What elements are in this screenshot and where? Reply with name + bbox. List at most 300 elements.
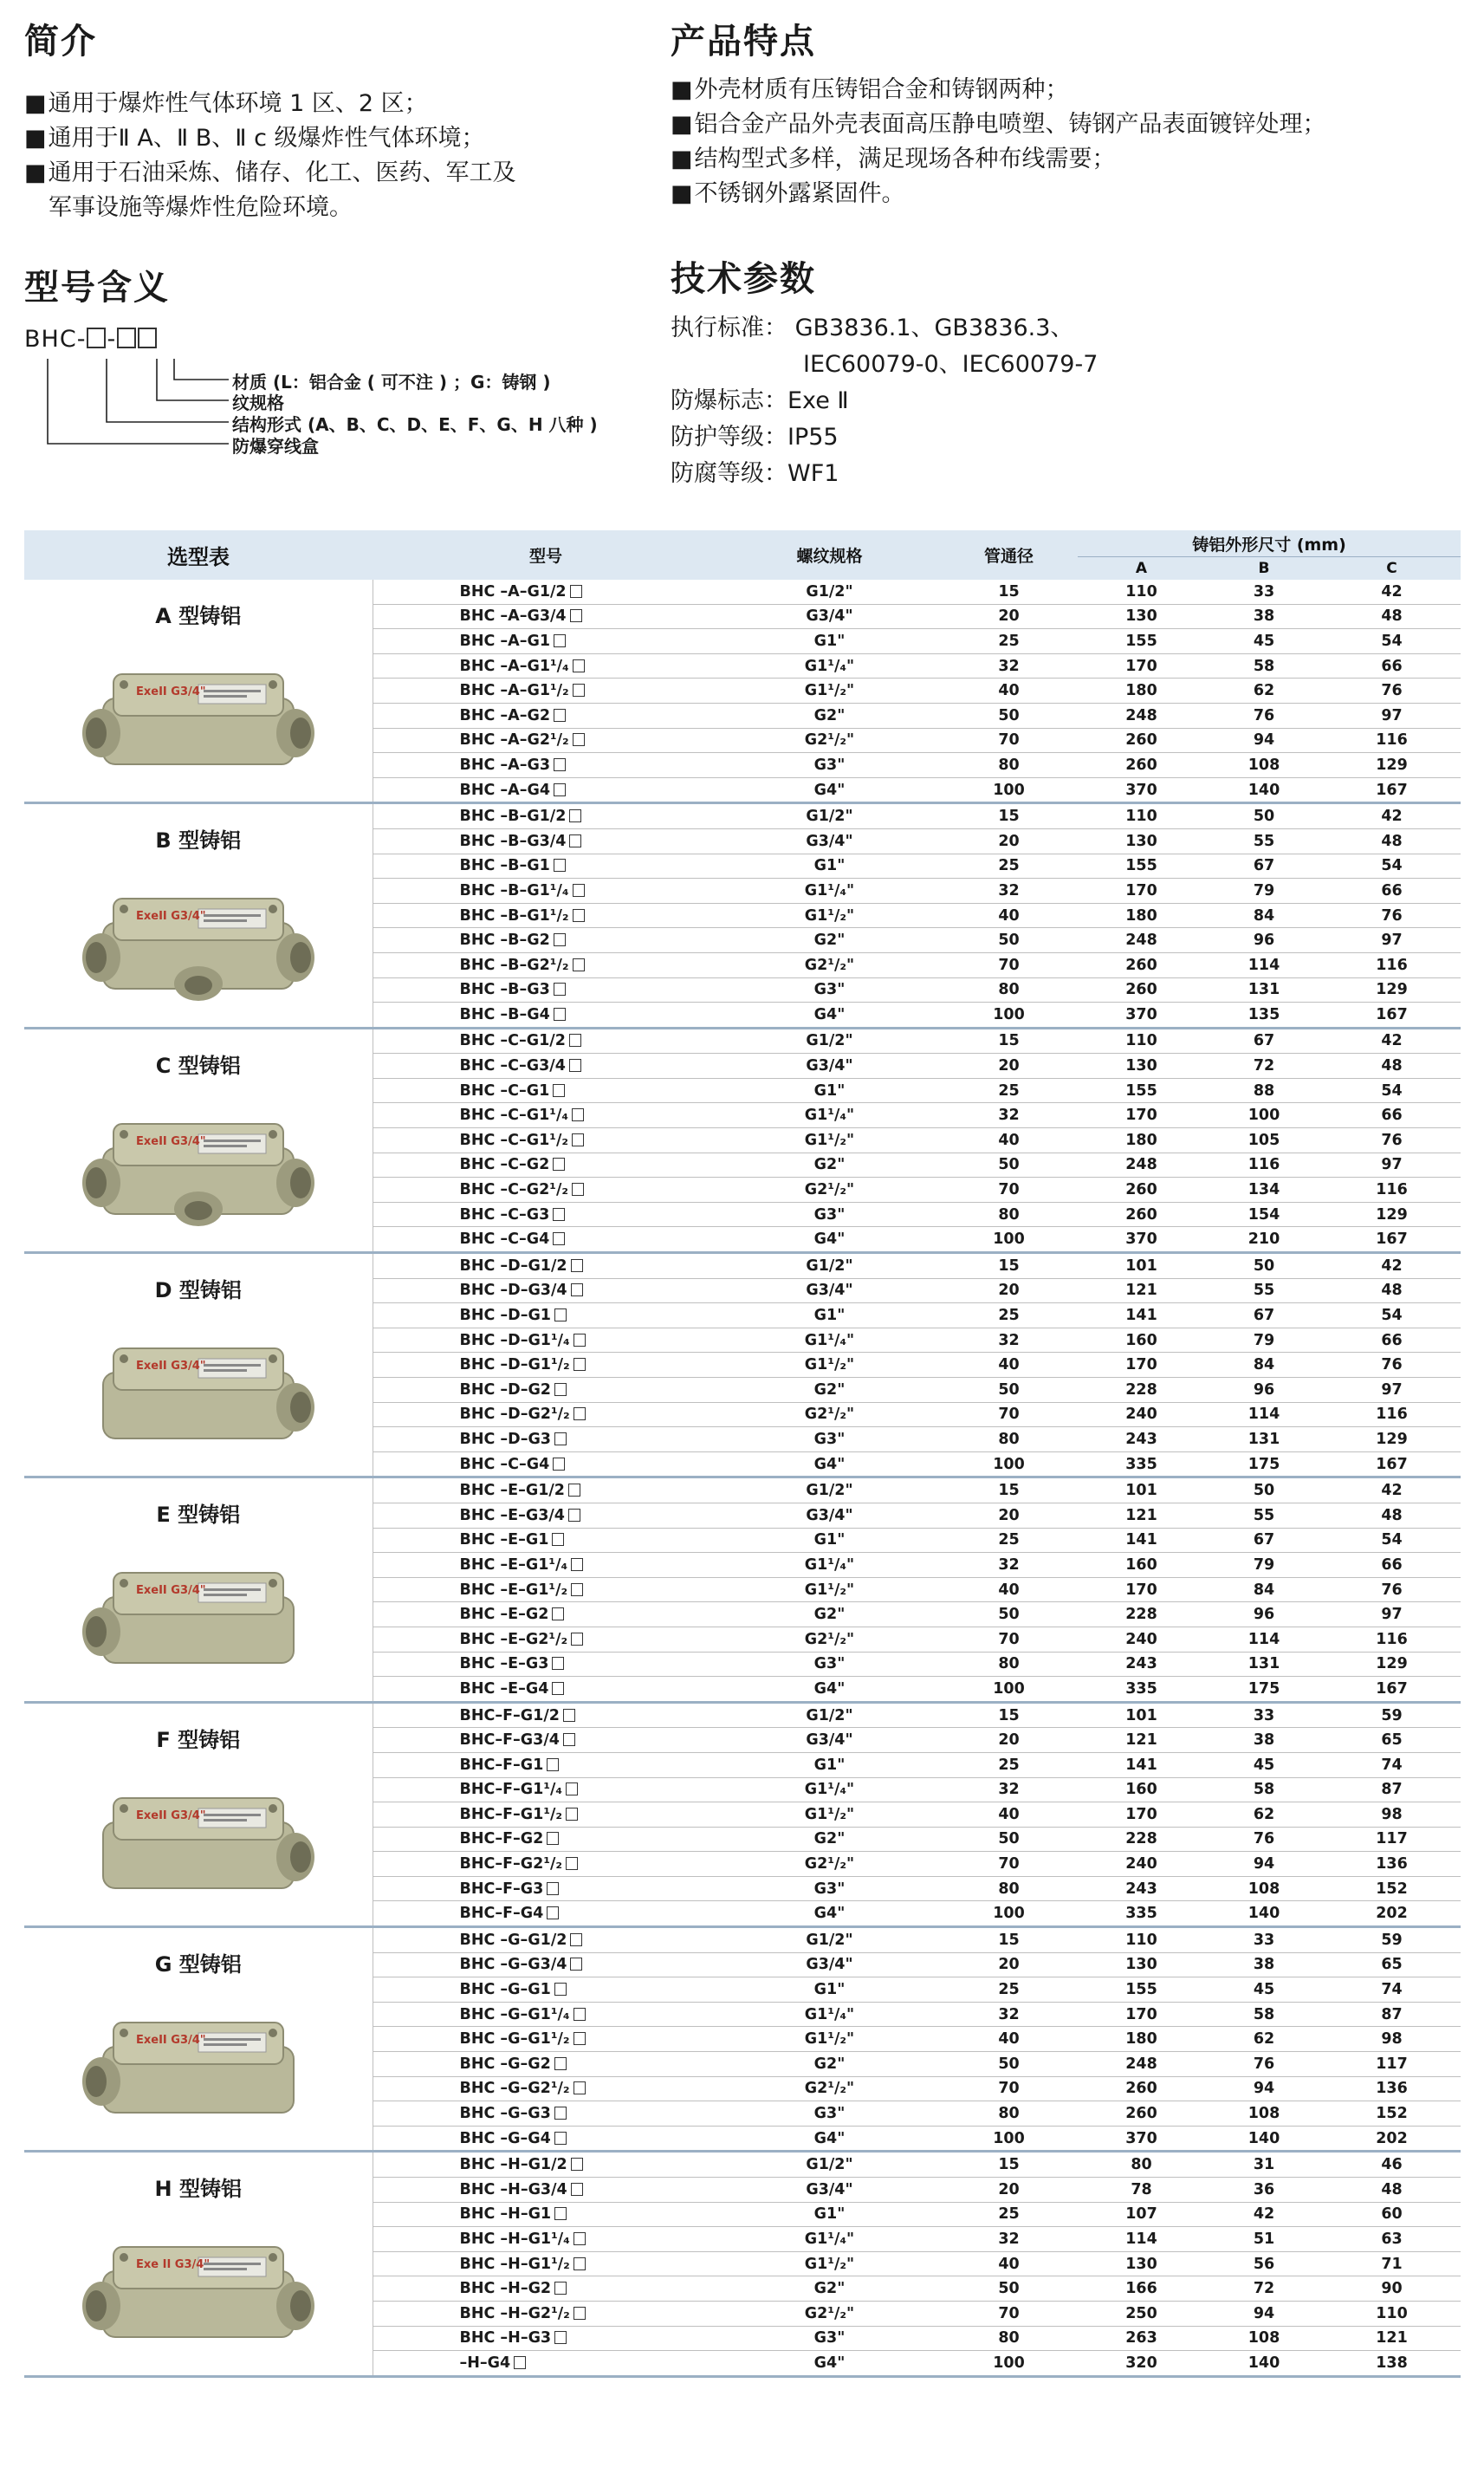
type-label: H 型铸铝: [154, 2177, 242, 2202]
thread-cell: G1¹/₂": [719, 679, 940, 704]
material-slot-box: [573, 909, 585, 922]
thread-cell: G3": [719, 2326, 940, 2351]
model-cell: [373, 753, 719, 778]
pipe-cell: 25: [940, 1528, 1078, 1553]
pipe-cell: 32: [940, 2002, 1078, 2027]
code-slot-material: [138, 328, 157, 348]
thread-cell: G3/4": [719, 1054, 940, 1079]
dim-b-cell: 131: [1205, 977, 1323, 1003]
table-row: [24, 580, 1461, 604]
thread-cell: G1¹/₄": [719, 879, 940, 904]
dim-c-cell: 116: [1323, 1627, 1461, 1652]
material-slot-box: [547, 1882, 559, 1895]
model-text: BHC –B–G1: [459, 857, 550, 875]
features-title: 产品特点: [671, 22, 816, 62]
material-slot-box: [552, 1657, 564, 1670]
material-slot-box: [571, 1283, 583, 1296]
model-text: BHC –A–G4: [459, 781, 551, 799]
thread-cell: G1¹/₄": [719, 1328, 940, 1353]
thread-cell: G4": [719, 1901, 940, 1927]
dim-b-cell: 131: [1205, 1652, 1323, 1677]
dim-a-cell: 170: [1078, 2002, 1205, 2027]
thread-cell: G1": [719, 1752, 940, 1777]
pipe-cell: 80: [940, 2101, 1078, 2127]
material-slot-box: [571, 2158, 583, 2171]
material-slot-box: [574, 1334, 586, 1347]
pipe-cell: 20: [940, 1054, 1078, 1079]
model-text: BHC –C–G2¹/₂: [459, 1181, 569, 1199]
model-text: BHC –G–G3/4: [459, 1956, 567, 1974]
dim-b-cell: 84: [1205, 1577, 1323, 1602]
tech-title: 技术参数: [671, 259, 816, 299]
pipe-cell: 100: [940, 1227, 1078, 1253]
dim-c-cell: 54: [1323, 1303, 1461, 1328]
dim-c-cell: 48: [1323, 1054, 1461, 1079]
dim-b-cell: 38: [1205, 604, 1323, 629]
thread-cell: G2¹/₂": [719, 952, 940, 977]
model-text: BHC –D–G1¹/₄: [459, 1331, 570, 1349]
model-cell: [373, 2301, 719, 2326]
model-text: BHC –E–G4: [459, 1679, 549, 1698]
model-text: BHC –E–G1/2: [459, 1482, 565, 1500]
material-slot-box: [554, 1383, 567, 1396]
type-group-cell: [24, 2152, 373, 2376]
dim-c-cell: 202: [1323, 2126, 1461, 2152]
pipe-cell: 70: [940, 1852, 1078, 1877]
thread-cell: G1": [719, 2202, 940, 2227]
pipe-cell: 100: [940, 2351, 1078, 2377]
pipe-cell: 32: [940, 2227, 1078, 2252]
model-cell: [373, 604, 719, 629]
material-slot-box: [568, 1484, 580, 1497]
model-cell: [373, 2276, 719, 2302]
dim-c-cell: 48: [1323, 2178, 1461, 2203]
model-cell: [373, 728, 719, 753]
model-cell: [373, 1402, 719, 1427]
material-slot-box: [553, 1232, 565, 1245]
material-slot-box: [554, 2107, 567, 2120]
dim-b-cell: 108: [1205, 2326, 1323, 2351]
ip-label: 防护等级：: [671, 424, 787, 451]
pipe-cell: 70: [940, 952, 1078, 977]
dim-a-cell: 155: [1078, 629, 1205, 654]
dim-a-cell: 110: [1078, 1028, 1205, 1054]
model-text: BHC –D–G2¹/₂: [459, 1406, 570, 1424]
dim-c-cell: 63: [1323, 2227, 1461, 2252]
model-text: BHC –G–G3: [459, 2105, 551, 2123]
header-dim-a: A: [1078, 557, 1205, 581]
model-cell: [373, 2202, 719, 2227]
pipe-cell: 15: [940, 1028, 1078, 1054]
code-dash: -: [107, 326, 117, 353]
material-slot-box: [574, 2032, 586, 2045]
dim-a-cell: 248: [1078, 703, 1205, 728]
table-row: [24, 1028, 1461, 1054]
dim-b-cell: 50: [1205, 803, 1323, 829]
nameplate-text: ExeII G3/4": [135, 1360, 206, 1373]
dim-a-cell: 114: [1078, 2227, 1205, 2252]
dim-a-cell: 263: [1078, 2326, 1205, 2351]
thread-cell: G3/4": [719, 1503, 940, 1528]
table-row: [24, 1253, 1461, 1279]
dim-a-cell: 130: [1078, 2251, 1205, 2276]
junction-box-photo: [68, 869, 328, 1008]
dim-b-cell: 154: [1205, 1202, 1323, 1227]
model-cell: [373, 629, 719, 654]
model-cell: [373, 1353, 719, 1378]
model-cell: [373, 1577, 719, 1602]
junction-box-photo: [68, 2218, 328, 2356]
tech-params: [671, 310, 1098, 492]
model-cell: [373, 1003, 719, 1029]
dim-b-cell: 96: [1205, 1602, 1323, 1627]
material-slot-box: [573, 884, 585, 897]
junction-box-photo: [68, 1319, 328, 1458]
dim-a-cell: 228: [1078, 1827, 1205, 1852]
thread-cell: G1/2": [719, 1702, 940, 1728]
pipe-cell: 80: [940, 753, 1078, 778]
dim-c-cell: 129: [1323, 977, 1461, 1003]
pipe-cell: 50: [940, 703, 1078, 728]
dim-b-cell: 31: [1205, 2152, 1323, 2178]
dim-c-cell: 167: [1323, 1003, 1461, 1029]
dim-b-cell: 105: [1205, 1128, 1323, 1153]
model-cell: [373, 653, 719, 679]
dim-c-cell: 76: [1323, 679, 1461, 704]
thread-cell: G1/2": [719, 1477, 940, 1503]
thread-cell: G1¹/₂": [719, 1128, 940, 1153]
model-cell: [373, 1528, 719, 1553]
material-slot-box: [554, 2132, 567, 2145]
dim-a-cell: 370: [1078, 1227, 1205, 1253]
model-text: BHC –C–G2: [459, 1156, 550, 1174]
dim-c-cell: 97: [1323, 1153, 1461, 1178]
dim-a-cell: 170: [1078, 1802, 1205, 1828]
model-cell: [373, 854, 719, 879]
dim-b-cell: 51: [1205, 2227, 1323, 2252]
dim-a-cell: 335: [1078, 1451, 1205, 1477]
dim-a-cell: 170: [1078, 1353, 1205, 1378]
dim-a-cell: 141: [1078, 1752, 1205, 1777]
thread-cell: G1¹/₂": [719, 903, 940, 928]
model-text: BHC –C–G4: [459, 1231, 550, 1249]
type-label: B 型铸铝: [155, 828, 242, 854]
thread-cell: G3": [719, 1202, 940, 1227]
dim-c-cell: 117: [1323, 1827, 1461, 1852]
feature-bullet: ■ 铝合金产品外壳表面高压静电喷塑、铸钢产品表面镀锌处理；: [671, 107, 1326, 142]
material-slot-box: [552, 1533, 564, 1546]
dim-a-cell: 110: [1078, 803, 1205, 829]
dim-a-cell: 260: [1078, 753, 1205, 778]
model-cell: [373, 1328, 719, 1353]
dim-a-cell: 130: [1078, 828, 1205, 854]
dim-c-cell: 87: [1323, 2002, 1461, 2027]
model-text: BHC –C–G3/4: [459, 1057, 566, 1075]
dim-c-cell: 98: [1323, 1802, 1461, 1828]
model-text: BHC–F–G2: [459, 1830, 544, 1848]
thread-cell: G4": [719, 777, 940, 803]
material-slot-box: [574, 1358, 586, 1371]
dim-a-cell: 243: [1078, 1876, 1205, 1901]
dim-c-cell: 74: [1323, 1752, 1461, 1777]
material-slot-box: [571, 1583, 583, 1596]
dim-b-cell: 76: [1205, 1827, 1323, 1852]
thread-cell: G1¹/₄": [719, 1777, 940, 1802]
material-slot-box: [572, 1108, 584, 1121]
dim-a-cell: 250: [1078, 2301, 1205, 2326]
model-text: BHC –G–G1/2: [459, 1931, 567, 1949]
type-group-cell: [24, 580, 373, 803]
dim-c-cell: 116: [1323, 1402, 1461, 1427]
dim-c-cell: 152: [1323, 1876, 1461, 1901]
dim-a-cell: 260: [1078, 728, 1205, 753]
dim-a-cell: 101: [1078, 1477, 1205, 1503]
dim-a-cell: 121: [1078, 1503, 1205, 1528]
model-cell: [373, 1054, 719, 1079]
dim-c-cell: 87: [1323, 1777, 1461, 1802]
thread-cell: G1": [719, 1977, 940, 2003]
dim-b-cell: 38: [1205, 1952, 1323, 1977]
corrosion-value: WF1: [787, 460, 839, 487]
dim-b-cell: 131: [1205, 1427, 1323, 1452]
material-slot-box: [573, 659, 585, 672]
model-cell: [373, 928, 719, 953]
thread-cell: G3": [719, 1876, 940, 1901]
dim-c-cell: 116: [1323, 952, 1461, 977]
exmark-label: 防爆标志：: [671, 387, 787, 414]
model-text: BHC –D–G3/4: [459, 1282, 567, 1300]
dim-c-cell: 74: [1323, 1977, 1461, 2003]
dim-b-cell: 79: [1205, 1553, 1323, 1578]
table-row: [24, 803, 1461, 829]
pipe-cell: 40: [940, 679, 1078, 704]
dim-a-cell: 370: [1078, 1003, 1205, 1029]
material-slot-box: [553, 1158, 565, 1171]
thread-cell: G4": [719, 2351, 940, 2377]
model-cell: [373, 2326, 719, 2351]
material-slot-box: [514, 2356, 526, 2369]
material-slot-box: [570, 585, 582, 598]
dim-c-cell: 48: [1323, 1278, 1461, 1303]
dim-c-cell: 129: [1323, 1427, 1461, 1452]
type-group-cell: [24, 1253, 373, 1477]
model-text: BHC –G–G1¹/₂: [459, 2030, 570, 2049]
features-bullets: [671, 73, 1326, 211]
model-text: BHC–F–G1: [459, 1756, 544, 1774]
dim-c-cell: 66: [1323, 1553, 1461, 1578]
dim-c-cell: 66: [1323, 1103, 1461, 1128]
thread-cell: G1/2": [719, 580, 940, 604]
intro-bullet: ■ 通用于石油采炼、储存、化工、医药、军工及: [24, 156, 516, 191]
pipe-cell: 15: [940, 1927, 1078, 1953]
dim-c-cell: 66: [1323, 1328, 1461, 1353]
dim-b-cell: 50: [1205, 1253, 1323, 1279]
pipe-cell: 40: [940, 1128, 1078, 1153]
material-slot-box: [573, 684, 585, 697]
dim-a-cell: 101: [1078, 1253, 1205, 1279]
thread-cell: G1/2": [719, 1927, 940, 1953]
dim-c-cell: 42: [1323, 1028, 1461, 1054]
model-cell: [373, 1128, 719, 1153]
model-text: BHC –A–G1¹/₄: [459, 657, 569, 675]
dim-b-cell: 84: [1205, 903, 1323, 928]
model-text: BHC –A–G2: [459, 706, 551, 724]
model-cell: [373, 1178, 719, 1203]
material-slot-box: [566, 1782, 578, 1795]
pipe-cell: 25: [940, 629, 1078, 654]
thread-cell: G2¹/₂": [719, 1852, 940, 1877]
dim-a-cell: 141: [1078, 1528, 1205, 1553]
model-cell: [373, 1503, 719, 1528]
dim-b-cell: 62: [1205, 679, 1323, 704]
thread-cell: G4": [719, 1003, 940, 1029]
dim-c-cell: 202: [1323, 1901, 1461, 1927]
model-text: BHC –B–G3: [459, 981, 550, 999]
thread-cell: G3": [719, 753, 940, 778]
exmark-value: Exe Ⅱ: [787, 387, 849, 414]
material-slot-box: [547, 1906, 559, 1919]
model-cell: [373, 1802, 719, 1828]
model-cell: [373, 1952, 719, 1977]
thread-cell: G3": [719, 977, 940, 1003]
thread-cell: G1¹/₂": [719, 2027, 940, 2052]
type-group-cell: [24, 1702, 373, 1926]
dim-a-cell: 370: [1078, 777, 1205, 803]
pipe-cell: 70: [940, 1402, 1078, 1427]
legend-box: 防爆穿线盒: [232, 436, 319, 457]
thread-cell: G1¹/₄": [719, 2002, 940, 2027]
material-slot-box: [554, 758, 566, 771]
pipe-cell: 32: [940, 879, 1078, 904]
pipe-cell: 80: [940, 1427, 1078, 1452]
dim-c-cell: 167: [1323, 777, 1461, 803]
thread-cell: G1/2": [719, 1028, 940, 1054]
nameplate-text: ExeII G3/4": [135, 910, 206, 924]
pipe-cell: 50: [940, 1602, 1078, 1627]
thread-cell: G1¹/₂": [719, 2251, 940, 2276]
dim-b-cell: 135: [1205, 1003, 1323, 1029]
model-text: BHC –E–G2: [459, 1606, 549, 1624]
material-slot-box: [553, 1084, 565, 1097]
dim-a-cell: 166: [1078, 2276, 1205, 2302]
thread-cell: G3/4": [719, 2178, 940, 2203]
intro-continuation: 军事设施等爆炸性危险环境。: [49, 194, 353, 221]
model-text: BHC –A–G3/4: [459, 607, 567, 626]
model-text: BHC –H–G3/4: [459, 2180, 567, 2198]
pipe-cell: 100: [940, 777, 1078, 803]
dim-b-cell: 67: [1205, 854, 1323, 879]
junction-box-photo: [68, 1769, 328, 1907]
type-label: E 型铸铝: [156, 1503, 241, 1528]
dim-c-cell: 167: [1323, 1227, 1461, 1253]
material-slot-box: [569, 1034, 581, 1047]
model-text: BHC –E–G1¹/₄: [459, 1555, 568, 1574]
header-dim-b: B: [1205, 557, 1323, 581]
material-slot-box: [571, 1259, 583, 1272]
model-text: BHC–F–G3: [459, 1880, 544, 1898]
model-text: BHC –B–G2: [459, 932, 550, 950]
dim-a-cell: 170: [1078, 879, 1205, 904]
model-cell: [373, 1378, 719, 1403]
dim-b-cell: 58: [1205, 1777, 1323, 1802]
dim-b-cell: 38: [1205, 1728, 1323, 1753]
dim-c-cell: 136: [1323, 2076, 1461, 2101]
model-text: BHC –G–G2¹/₂: [459, 2080, 570, 2098]
dim-a-cell: 107: [1078, 2202, 1205, 2227]
model-cell: [373, 1153, 719, 1178]
model-text: BHC–F–G1¹/₄: [459, 1781, 563, 1799]
model-cell: [373, 1602, 719, 1627]
dim-a-cell: 155: [1078, 854, 1205, 879]
model-text: BHC –G–G4: [459, 2129, 551, 2147]
pipe-cell: 50: [940, 1378, 1078, 1403]
model-cell: [373, 1477, 719, 1503]
model-text: BHC –D–G1/2: [459, 1256, 567, 1275]
model-cell: [373, 679, 719, 704]
dim-b-cell: 108: [1205, 2101, 1323, 2127]
model-cell: [373, 903, 719, 928]
pipe-cell: 50: [940, 1827, 1078, 1852]
pipe-cell: 15: [940, 2152, 1078, 2178]
pipe-cell: 32: [940, 1328, 1078, 1353]
model-cell: [373, 1303, 719, 1328]
table-row: [24, 2152, 1461, 2178]
dim-c-cell: 46: [1323, 2152, 1461, 2178]
thread-cell: G2": [719, 2052, 940, 2077]
model-cell: [373, 1253, 719, 1279]
model-text: BHC –C–G1: [459, 1081, 550, 1100]
thread-cell: G2": [719, 1378, 940, 1403]
dim-b-cell: 116: [1205, 1153, 1323, 1178]
model-text: BHC –H–G1¹/₄: [459, 2230, 570, 2248]
model-cell: [373, 1028, 719, 1054]
thread-cell: G3": [719, 1652, 940, 1677]
intro-title: 简介: [24, 22, 97, 62]
dim-b-cell: 134: [1205, 1178, 1323, 1203]
pipe-cell: 20: [940, 1503, 1078, 1528]
dim-c-cell: 76: [1323, 903, 1461, 928]
pipe-cell: 40: [940, 903, 1078, 928]
model-cell: [373, 2152, 719, 2178]
material-slot-box: [570, 1958, 582, 1971]
dim-a-cell: 170: [1078, 1577, 1205, 1602]
model-text: BHC –E–G1: [459, 1531, 549, 1549]
dim-c-cell: 138: [1323, 2351, 1461, 2377]
material-slot-box: [553, 1208, 565, 1221]
model-text: BHC –C–G1/2: [459, 1032, 566, 1050]
material-slot-box: [554, 1432, 567, 1445]
dim-b-cell: 72: [1205, 2276, 1323, 2302]
dim-b-cell: 108: [1205, 1876, 1323, 1901]
material-slot-box: [574, 2232, 586, 2245]
header-dims: 铸铝外形尺寸 (mm): [1078, 530, 1461, 557]
model-cell: [373, 2126, 719, 2152]
nameplate-text: ExeII G3/4": [135, 2034, 206, 2048]
model-cell: [373, 1202, 719, 1227]
dim-c-cell: 129: [1323, 1652, 1461, 1677]
material-slot-box: [553, 1458, 565, 1471]
model-cell: [373, 2101, 719, 2127]
dim-c-cell: 66: [1323, 653, 1461, 679]
model-cell: [373, 1652, 719, 1677]
dim-a-cell: 243: [1078, 1427, 1205, 1452]
material-slot-box: [572, 1133, 584, 1146]
pipe-cell: 70: [940, 2301, 1078, 2326]
material-slot-box: [552, 1607, 564, 1620]
material-slot-box: [554, 1008, 566, 1021]
material-slot-box: [574, 1407, 586, 1420]
dim-c-cell: 48: [1323, 828, 1461, 854]
